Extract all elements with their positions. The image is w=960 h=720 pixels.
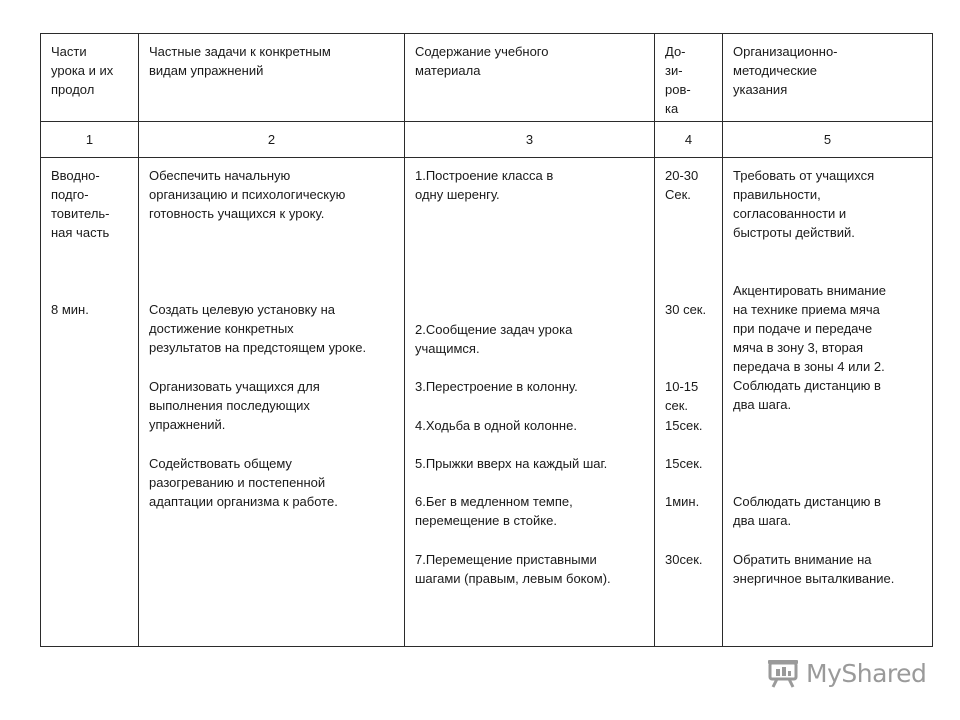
content-item: 6.Бег в медленном темпе, перемещение в стойке. [415,494,573,528]
content-item: 5.Прыжки вверх на каждый шаг. [415,456,608,471]
task-text: Обеспечить начальную организацию и психологическую готовность учащихся к уроку. [149,168,346,221]
header-lesson-parts: Части урока и их продол [41,34,139,122]
guidelines-cell [723,158,933,647]
lesson-plan-table [40,33,933,647]
header-tasks: Частные задачи к конкретным видам упражнений [139,34,405,122]
dosage-value: 1мин. [665,494,700,509]
column-numbers-row [41,122,933,158]
dosage-value: 30сек. [665,552,703,567]
watermark-brand: MyShared [806,658,927,688]
dosage-cell [655,158,723,647]
lesson-part-duration: 8 мин. [51,302,89,317]
tasks-cell [139,158,405,647]
column-number: 1 [41,122,139,158]
header-content: Содержание учебного материала [405,34,655,122]
guideline-text: Соблюдать дистанцию в два шага. [733,494,881,528]
dosage-value: 30 сек. [665,302,707,317]
dosage-value: 10-15 сек. [665,379,699,413]
column-number: 4 [655,122,723,158]
header-row [41,34,933,122]
content-item: 3.Перестроение в колонну. [415,379,578,394]
dosage-value: 15сек. [665,418,703,433]
content-item: 2.Сообщение задач урока учащимся. [415,322,573,356]
guideline-text: Обратить внимание на энергичное выталкивание. [733,552,895,586]
header-guidelines: Организационно- методические указания [723,34,933,122]
column-number: 5 [723,122,933,158]
guideline-text: Акцентировать внимание на технике приема мяча при подаче и передаче мяча в зону 3, вторая передача в зоны 4 или 2. Соблюдать дистанцию в два шага. [733,283,886,412]
content-item: 7.Перемещение приставными шагами (правым, левым боком). [415,552,611,586]
column-number: 3 [405,122,655,158]
content-item: 1.Построение класса в одну шеренгу. [415,168,554,202]
myshared-watermark[interactable] [766,657,926,689]
guideline-text: Требовать от учащихся правильности, согласованности и быстроты действий. [733,168,875,240]
task-text: Создать целевую установку на достижение конкретных результатов на предстоящем уроке. [149,302,367,355]
task-text: Организовать учащихся для выполнения последующих упражнений. [149,379,320,432]
task-text: Содействовать общему разогреванию и постепенной адаптации организма к работе. [149,456,338,509]
header-dosage: До- зи- ров- ка [655,34,723,122]
content-item: 4.Ходьба в одной колонне. [415,418,577,433]
lesson-part-name: Вводно- подго- товитель- ная часть [51,168,110,240]
presentation-board-icon [766,657,800,689]
content-row [41,158,933,647]
lesson-part-cell [41,158,139,647]
dosage-value: 15сек. [665,456,703,471]
column-number: 2 [139,122,405,158]
dosage-value: 20-30 Сек. [665,168,699,202]
content-cell [405,158,655,647]
